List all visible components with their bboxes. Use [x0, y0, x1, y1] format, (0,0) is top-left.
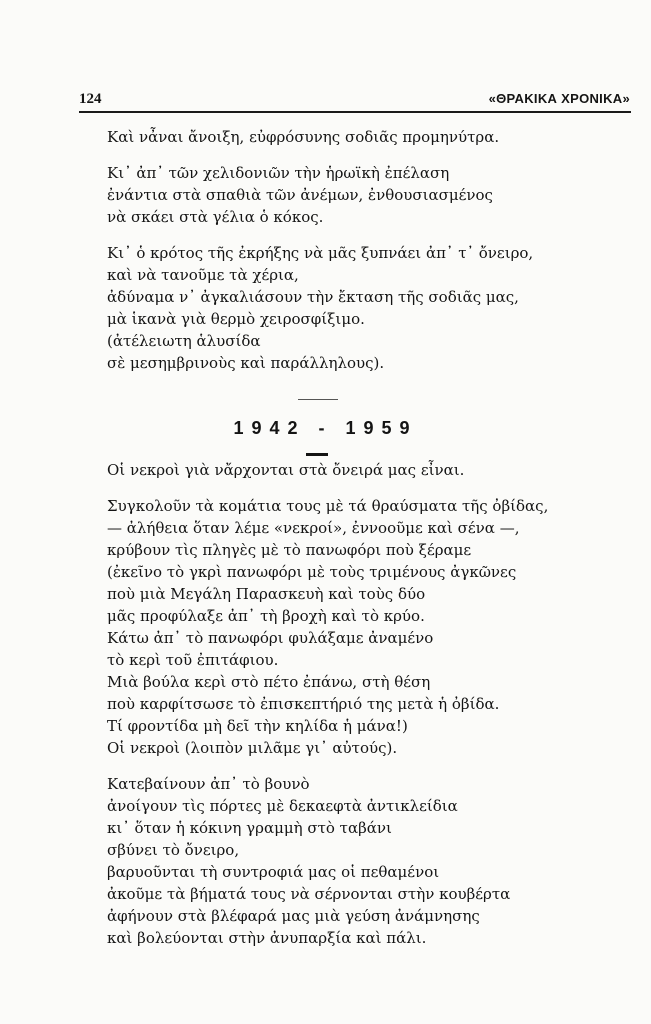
- poem-line: Κι᾽ ὁ κρότος τῆς ἐκρήξης νὰ μᾶς ξυπνάει ἀπ᾽ τ᾽ ὄνειρο,: [107, 244, 534, 262]
- stanza: [107, 773, 587, 949]
- stanza: [107, 162, 567, 228]
- poem-line: βαρυοῦνται τὴ συντροφιά μας οἱ πεθαμένοι: [107, 863, 440, 881]
- poem-part-2: [107, 459, 587, 963]
- running-title: «ΘΡΑΚΙΚΑ ΧΡΟΝΙΚΑ»: [488, 91, 630, 106]
- poem-line: μὰ ἱκανὰ γιὰ θερμὸ χειροσφίξιμο.: [107, 310, 365, 328]
- poem-line: ἀνοίγουν τὶς πόρτες μὲ δεκαεφτὰ ἀντικλείδια: [107, 797, 458, 815]
- stanza: [107, 495, 587, 759]
- poem-line: σὲ μεσημβρινοὺς καὶ παράλληλους).: [107, 354, 385, 372]
- page-header: [79, 91, 630, 113]
- stanza: [107, 126, 567, 148]
- poem-line: καὶ νὰ τανοῦμε τὰ χέρια,: [107, 266, 299, 284]
- stanza: [107, 459, 587, 481]
- poem-line: (ἀτέλειωτη ἁλυσίδα: [107, 332, 261, 350]
- poem-line: καὶ βολεύονται στὴν ἀνυπαρξία καὶ πάλι.: [107, 929, 427, 947]
- poem-line: Μιὰ βούλα κερὶ στὸ πέτο ἐπάνω, στὴ θέση: [107, 673, 431, 691]
- poem-line: ἀφήνουν στὰ βλέφαρά μας μιὰ γεύση ἀνάμνησης: [107, 907, 480, 925]
- section-title-underline: [306, 453, 328, 456]
- poem-line: Κάτω ἀπ᾽ τὸ πανωφόρι φυλάξαμε ἀναμένο: [107, 629, 434, 647]
- stanza: [107, 242, 567, 374]
- poem-line: — ἀλήθεια ὅταν λέμε «νεκροί», ἐννοοῦμε καὶ σένα —,: [107, 519, 520, 537]
- section-title: 1942 - 1959: [233, 418, 418, 438]
- poem-line: Καὶ νἆναι ἄνοιξη, εὐφρόσυνης σοδιᾶς προμηνύτρα.: [107, 128, 500, 146]
- poem-line: ἐνάντια στὰ σπαθιὰ τῶν ἀνέμων, ἐνθουσιασμένος: [107, 186, 493, 204]
- poem-line: ποὺ μιὰ Μεγάλη Παρασκευὴ καὶ τοὺς δύο: [107, 585, 426, 603]
- poem-line: Συγκολοῦν τὰ κομάτια τους μὲ τά θραύσματα τῆς ὀβίδας,: [107, 497, 549, 515]
- page-number: 124: [79, 91, 102, 107]
- poem-line: Κατεβαίνουν ἀπ᾽ τὸ βουνὸ: [107, 775, 310, 793]
- poem-line: Τί φροντίδα μὴ δεῖ τὴν κηλίδα ἡ μάνα!): [107, 717, 408, 735]
- poem-line: μᾶς προφύλαξε ἀπ᾽ τὴ βροχὴ καὶ τὸ κρύο.: [107, 607, 425, 625]
- poem-line: Κι᾽ ἀπ᾽ τῶν χελιδονιῶν τὴν ἡρωϊκὴ ἐπέλαση: [107, 164, 450, 182]
- poem-line: κι᾽ ὅταν ἡ κόκινη γραμμὴ στὸ ταβάνι: [107, 819, 392, 837]
- poem-line: ποὺ καρφίτσωσε τὸ ἐπισκεπτήριό της μετὰ ἡ ὀβίδα.: [107, 695, 500, 713]
- poem-line: νὰ σκάει στὰ γέλια ὁ κόκος.: [107, 208, 324, 226]
- poem-line: σβύνει τὸ ὄνειρο,: [107, 841, 240, 859]
- poem-line: (ἐκεῖνο τὸ γκρὶ πανωφόρι μὲ τοὺς τριμένους ἀγκῶνες: [107, 563, 517, 581]
- poem-line: Οἱ νεκροὶ γιὰ νἄρχονται στὰ ὄνειρά μας εἶναι.: [107, 461, 465, 479]
- poem-part-1: [107, 126, 567, 388]
- poem-line: τὸ κερὶ τοῦ ἐπιτάφιου.: [107, 651, 279, 669]
- poem-line: Οἱ νεκροὶ (λοιπὸν μιλᾶμε γι᾽ αὐτούς).: [107, 739, 398, 757]
- section-divider: [298, 399, 338, 400]
- poem-line: κρύβουν τὶς πληγὲς μὲ τὸ πανωφόρι ποὺ ξέραμε: [107, 541, 472, 559]
- poem-line: ἀκοῦμε τὰ βήματά τους νὰ σέρνονται στὴν κουβέρτα: [107, 885, 511, 903]
- header-rule: [79, 111, 631, 113]
- poem-line: ἀδύναμα ν᾽ ἀγκαλιάσουν τὴν ἔκταση τῆς σοδιᾶς μας,: [107, 288, 519, 306]
